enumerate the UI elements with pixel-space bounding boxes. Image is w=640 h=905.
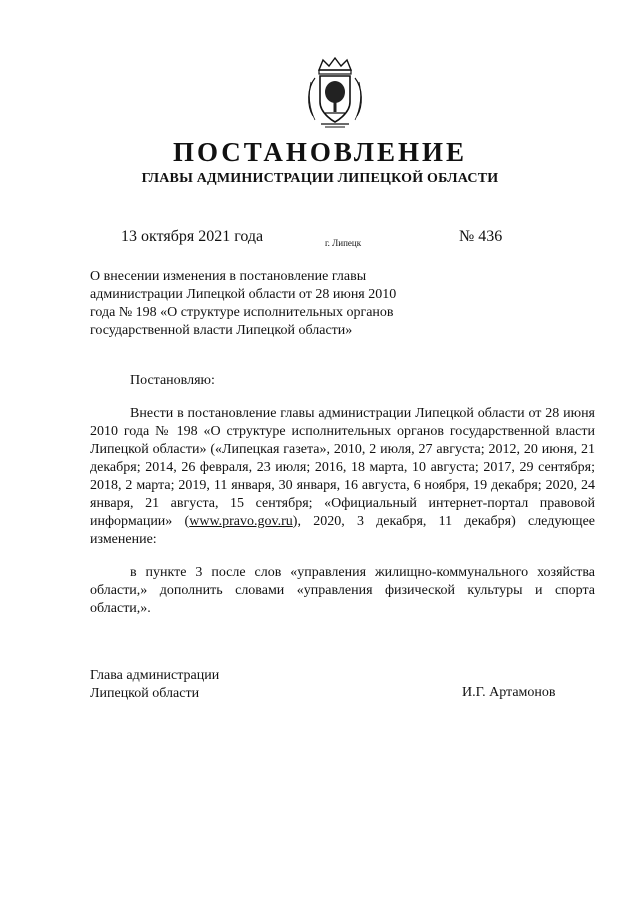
subject-line: О внесении изменения в постановление главы — [90, 269, 367, 284]
pravo-gov-link[interactable]: www.pravo.gov.ru — [189, 514, 293, 529]
paragraph-amendment — [90, 405, 595, 549]
document-city: г. Липецк — [325, 238, 362, 248]
document-subject — [90, 268, 430, 340]
decree-word: Постановляю: — [130, 373, 215, 388]
subject-line: государственной власти Липецкой области» — [90, 323, 353, 338]
document-subtitle: ГЛАВЫ АДМИНИСТРАЦИИ ЛИПЕЦКОЙ ОБЛАСТИ — [141, 171, 499, 186]
document-number: № 436 — [459, 228, 503, 245]
signature-position-line: Липецкой области — [90, 686, 200, 701]
paragraph-text-end: ), 2020, 3 декабря, 11 декабря) следующее изменение: — [90, 514, 595, 547]
subject-line: администрации Липецкой области от 28 июня 2010 — [90, 287, 397, 302]
signature-position-line: Глава администрации — [90, 668, 220, 683]
document-date: 13 октября 2021 года — [121, 228, 264, 245]
signature-name: И.Г. Артамонов — [462, 685, 556, 700]
signature-position — [90, 667, 219, 703]
subject-line: года № 198 «О структуре исполнительных органов — [90, 305, 394, 320]
paragraph-text-start: Внести в постановление главы администрации Липецкой области от 28 июня 2010 года № 198 «О структуре исполнительных органов государственной власти Липецкой области» («Липецкая газета», 2010, 2 июля, 27 августа; 2012, 20 июня, 21 декабря; 2014, 26 февраля, 23 июля; 2016, 18 марта, 10 августа; 2017, 29 сентября; 2018, 2 марта; 2019, 11 января, 30 января, 16 августа, 6 ноября, 19 декабря; 2020, 24 января, 21 августа, 15 сентября; «Официальный интернет-портал правовой информации» ( — [90, 406, 595, 529]
coat-of-arms-icon — [305, 56, 365, 130]
document-title: ПОСТАНОВЛЕНИЕ — [172, 137, 468, 167]
paragraph-change: в пункте 3 после слов «управления жилищно-коммунального хозяйства области,» дополнить словами «управления физической культуры и спорта области,». — [90, 565, 595, 616]
